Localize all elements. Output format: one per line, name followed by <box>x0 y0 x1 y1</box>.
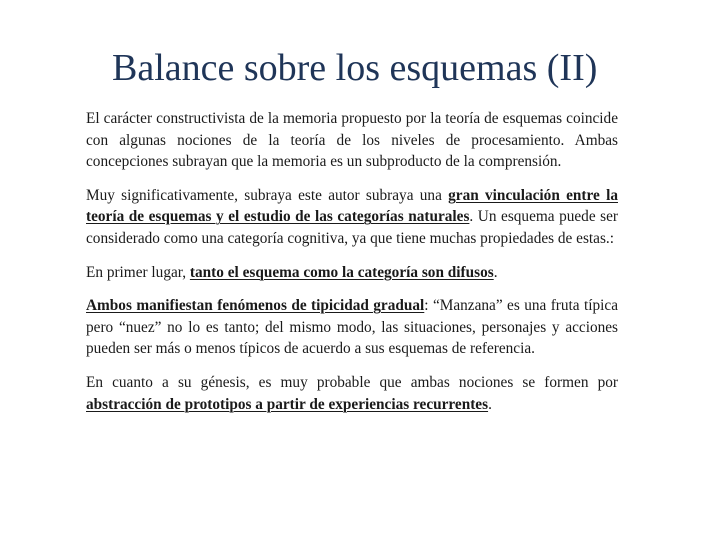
emphasis-text: tanto el esquema como la categoría son difusos <box>189 263 494 281</box>
paragraph-text: En primer lugar, <box>86 263 190 281</box>
paragraph-genesis <box>86 372 618 415</box>
emphasis-text: abstracción de prototipos a partir de experiencias recurrentes <box>86 395 489 413</box>
paragraph-text: En cuanto a su génesis, es muy probable que ambas nociones se formen por <box>86 373 618 391</box>
slide-body <box>86 108 618 427</box>
paragraph-categorias-naturales <box>86 185 618 250</box>
paragraph-difusos <box>86 262 618 284</box>
emphasis-text: Ambos manifiestan fenómenos de tipicidad gradual <box>86 297 425 315</box>
emphasis-text: gran vinculación entre la teoría de esquemas y el estudio de las categorías naturales <box>86 186 618 226</box>
paragraph-text: . <box>493 263 498 281</box>
paragraph-text: . <box>488 395 492 413</box>
paragraph-text: : “Manzana” es una fruta típica pero “nuez” no lo es tanto; del mismo modo, las situaciones, personajes y acciones pueden ser más o menos típicos de acuerdo a sus esquemas de referencia. <box>86 297 618 358</box>
paragraph-text: Muy significativamente, subraya este autor subraya una <box>86 186 449 204</box>
slide-title: Balance sobre los esquemas (II) <box>112 47 598 89</box>
paragraph-text: . Un esquema puede ser considerado como una categoría cognitiva, ya que tiene muchas propiedades de estas.: <box>86 208 619 247</box>
paragraph-constructivismo <box>86 108 618 173</box>
paragraph-text: El carácter constructivista de la memoria propuesto por la teoría de esquemas coincide con algunas nociones de la teoría de los niveles de procesamiento. Ambas concepciones subrayan que la memoria es un subproducto de la comprensión. <box>86 110 618 171</box>
paragraph-tipicidad <box>86 295 618 360</box>
